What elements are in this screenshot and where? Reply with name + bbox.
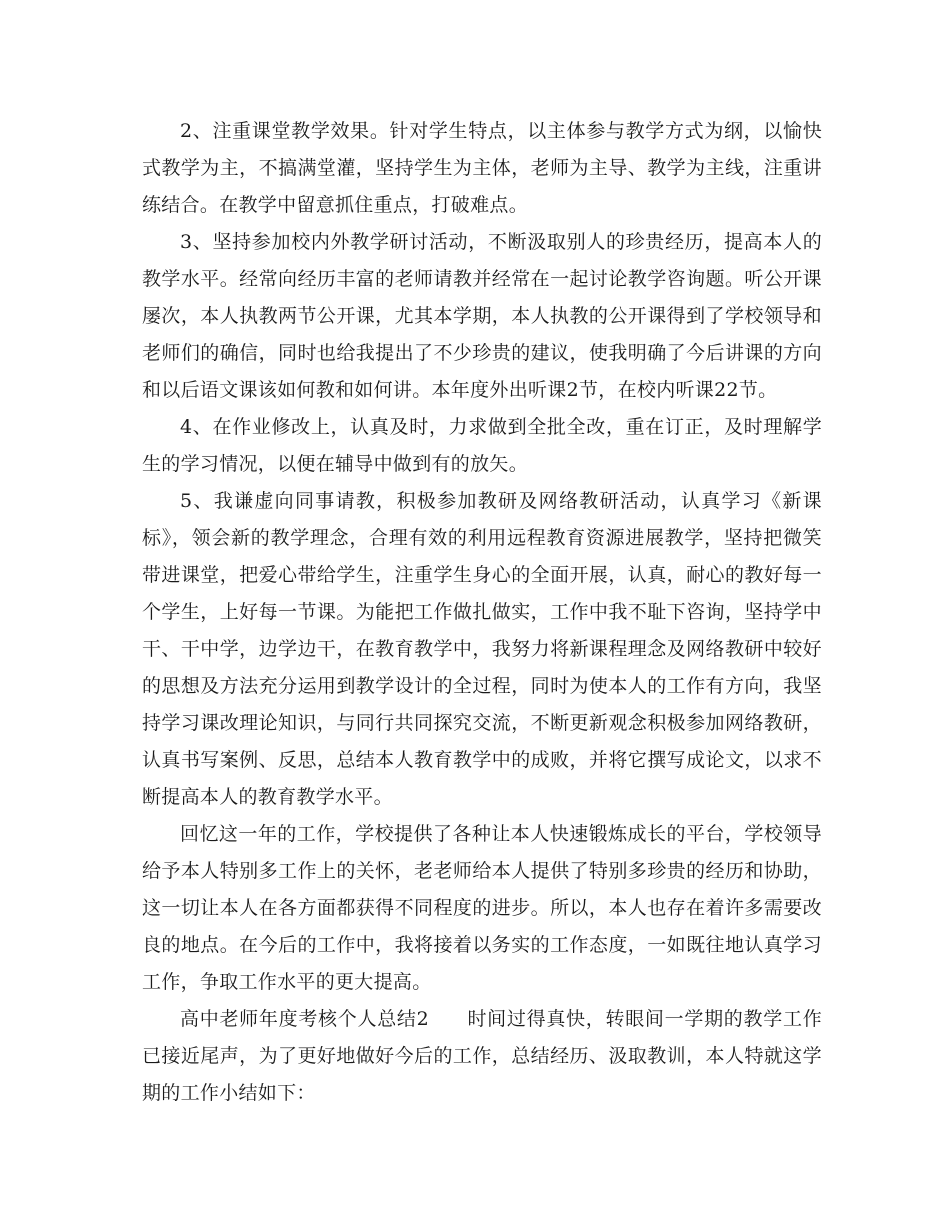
paragraph-homework-correction: 4、在作业修改上，认真及时，力求做到全批全改，重在订正，及时理解学生的学习情况，以便在辅导中做到有的放矢。 xyxy=(142,416,822,475)
paragraph-teaching-research: 3、坚持参加校内外教学研讨活动，不断汲取别人的珍贵经历，提高本人的教学水平。经常向经历丰富的老师请教并经常在一起讨论教学咨询题。听公开课屡次，本人执教两节公开课，尤其本学期，本人执教的公开课得到了学校领导和老师们的确信，同时也给我提出了不少珍贵的建议，使我明确了今后讲课的方向和以后语文课该如何教和如何讲。本年度外出听课2节，在校内听课22节。 xyxy=(142,231,822,401)
paragraph-teaching-effect: 2、注重课堂教学效果。针对学生特点，以主体参与教学方式为纲，以愉快式教学为主，不搞满堂灌，坚持学生为主体，老师为主导、教学为主线，注重讲练结合。在教学中留意抓住重点，打破难点。 xyxy=(142,120,822,216)
section-title: 高中老师年度考核个人总结2 xyxy=(180,1008,430,1030)
section-intro: 时间过得真快，转眼间一学期的教学工作已接近尾声，为了更好地做好今后的工作，总结经历、汲取教训，本人特就这学期的工作小结如下： xyxy=(142,1008,822,1104)
document-body xyxy=(142,113,822,1112)
paragraph-online-research: 5、我谦虚向同事请教，积极参加教研及网络教研活动，认真学习《新课标》，领会新的教学理念，合理有效的利用远程教育资源进展教学，坚持把微笑带进课堂，把爱心带给学生，注重学生身心的全面开展，认真，耐心的教好每一个学生，上好每一节课。为能把工作做扎做实，工作中我不耻下咨询，坚持学中干、干中学，边学边干，在教育教学中，我努力将新课程理念及网络教研中较好的思想及方法充分运用到教学设计的全过程，同时为使本人的工作有方向，我坚持学习课改理论知识，与同行共同探究交流，不断更新观念积极参加网络教研，认真书写案例、反思，总结本人教育教学中的成败，并将它撰写成论文，以求不断提高本人的教育教学水平。 xyxy=(142,490,822,808)
paragraph-summary-2 xyxy=(142,1001,822,1112)
paragraph-year-review: 回忆这一年的工作，学校提供了各种让本人快速锻炼成长的平台，学校领导给予本人特别多工作上的关怀，老老师给本人提供了特别多珍贵的经历和协助，这一切让本人在各方面都获得不同程度的进步。所以，本人也存在着许多需要改良的地点。在今后的工作中，我将接着以务实的工作态度，一如既往地认真学习工作，争取工作水平的更大提高。 xyxy=(142,823,822,993)
